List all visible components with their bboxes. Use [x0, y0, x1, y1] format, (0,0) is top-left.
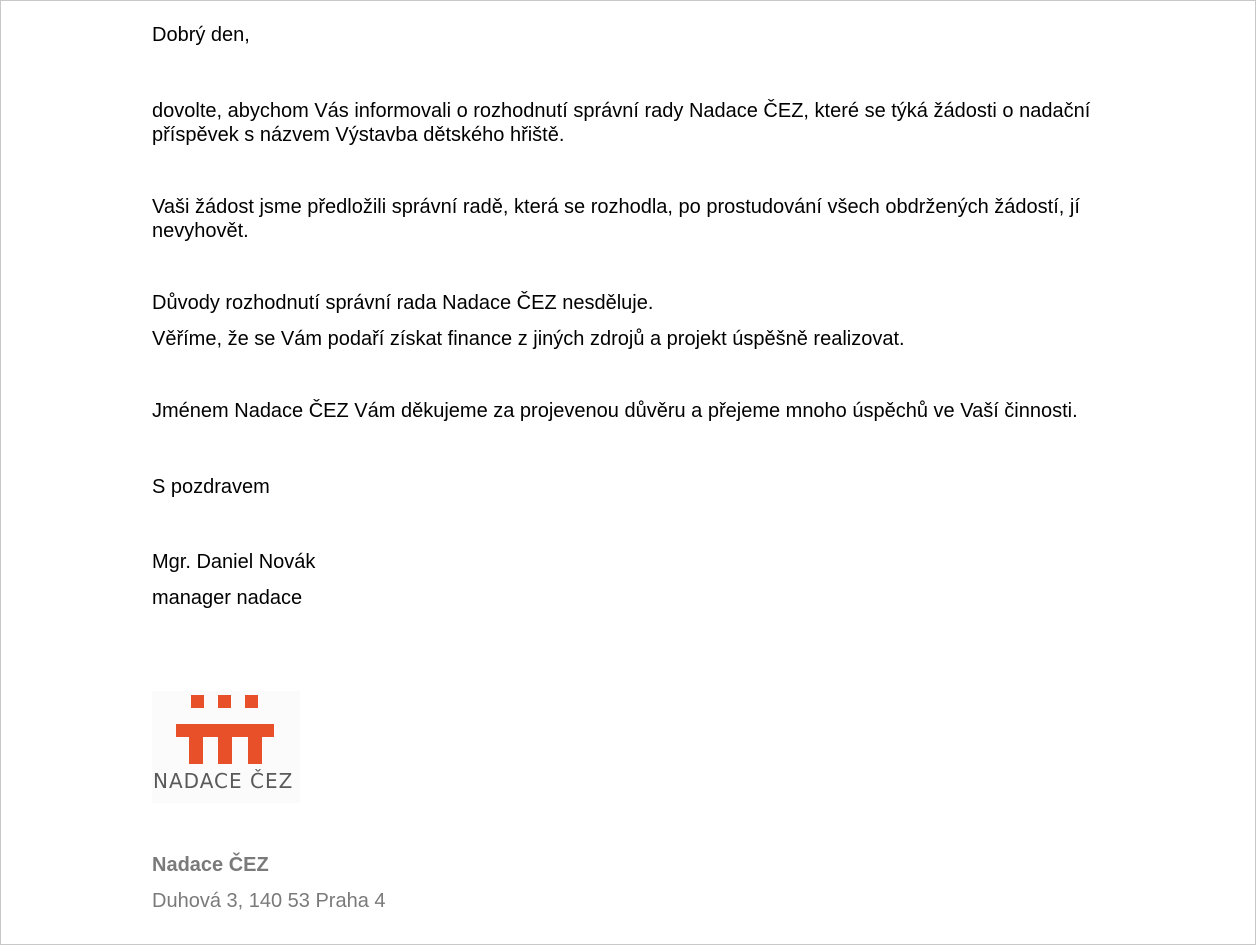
- paragraph-decision: dovolte, abychom Vás informovali o rozhodnutí správní rady Nadace ČEZ, které se týká žádosti o nadační příspěvek s názvem Výstavba dětského hřiště.: [152, 100, 1091, 146]
- signer-title: manager nadace: [152, 587, 303, 609]
- greeting: Dobrý den,: [152, 24, 250, 46]
- logo-mark-icon: [152, 691, 300, 771]
- paragraph-rejection: Vaši žádost jsme předložili správní radě, která se rozhodla, po prostudování všech obdržených žádostí, jí nevyhovět.: [152, 196, 1080, 242]
- thanks-line: Jménem Nadace ČEZ Vám děkujeme za projevenou důvěru a přejeme mnoho úspěchů ve Vaší činnosti.: [152, 400, 1078, 422]
- org-name: Nadace ČEZ: [152, 854, 269, 876]
- closing: S pozdravem: [152, 476, 270, 498]
- org-address: Duhová 3, 140 53 Praha 4: [152, 890, 386, 912]
- reasons-line: Důvody rozhodnutí správní rada Nadace ČEZ nesděluje.: [152, 292, 654, 314]
- nadace-cez-logo: [152, 691, 300, 803]
- hope-line: Věříme, že se Vám podaří získat finance z jiných zdrojů a projekt úspěšně realizovat.: [152, 328, 905, 350]
- logo-wordmark: NADACE ČEZ: [153, 769, 294, 793]
- signer-name: Mgr. Daniel Novák: [152, 551, 316, 573]
